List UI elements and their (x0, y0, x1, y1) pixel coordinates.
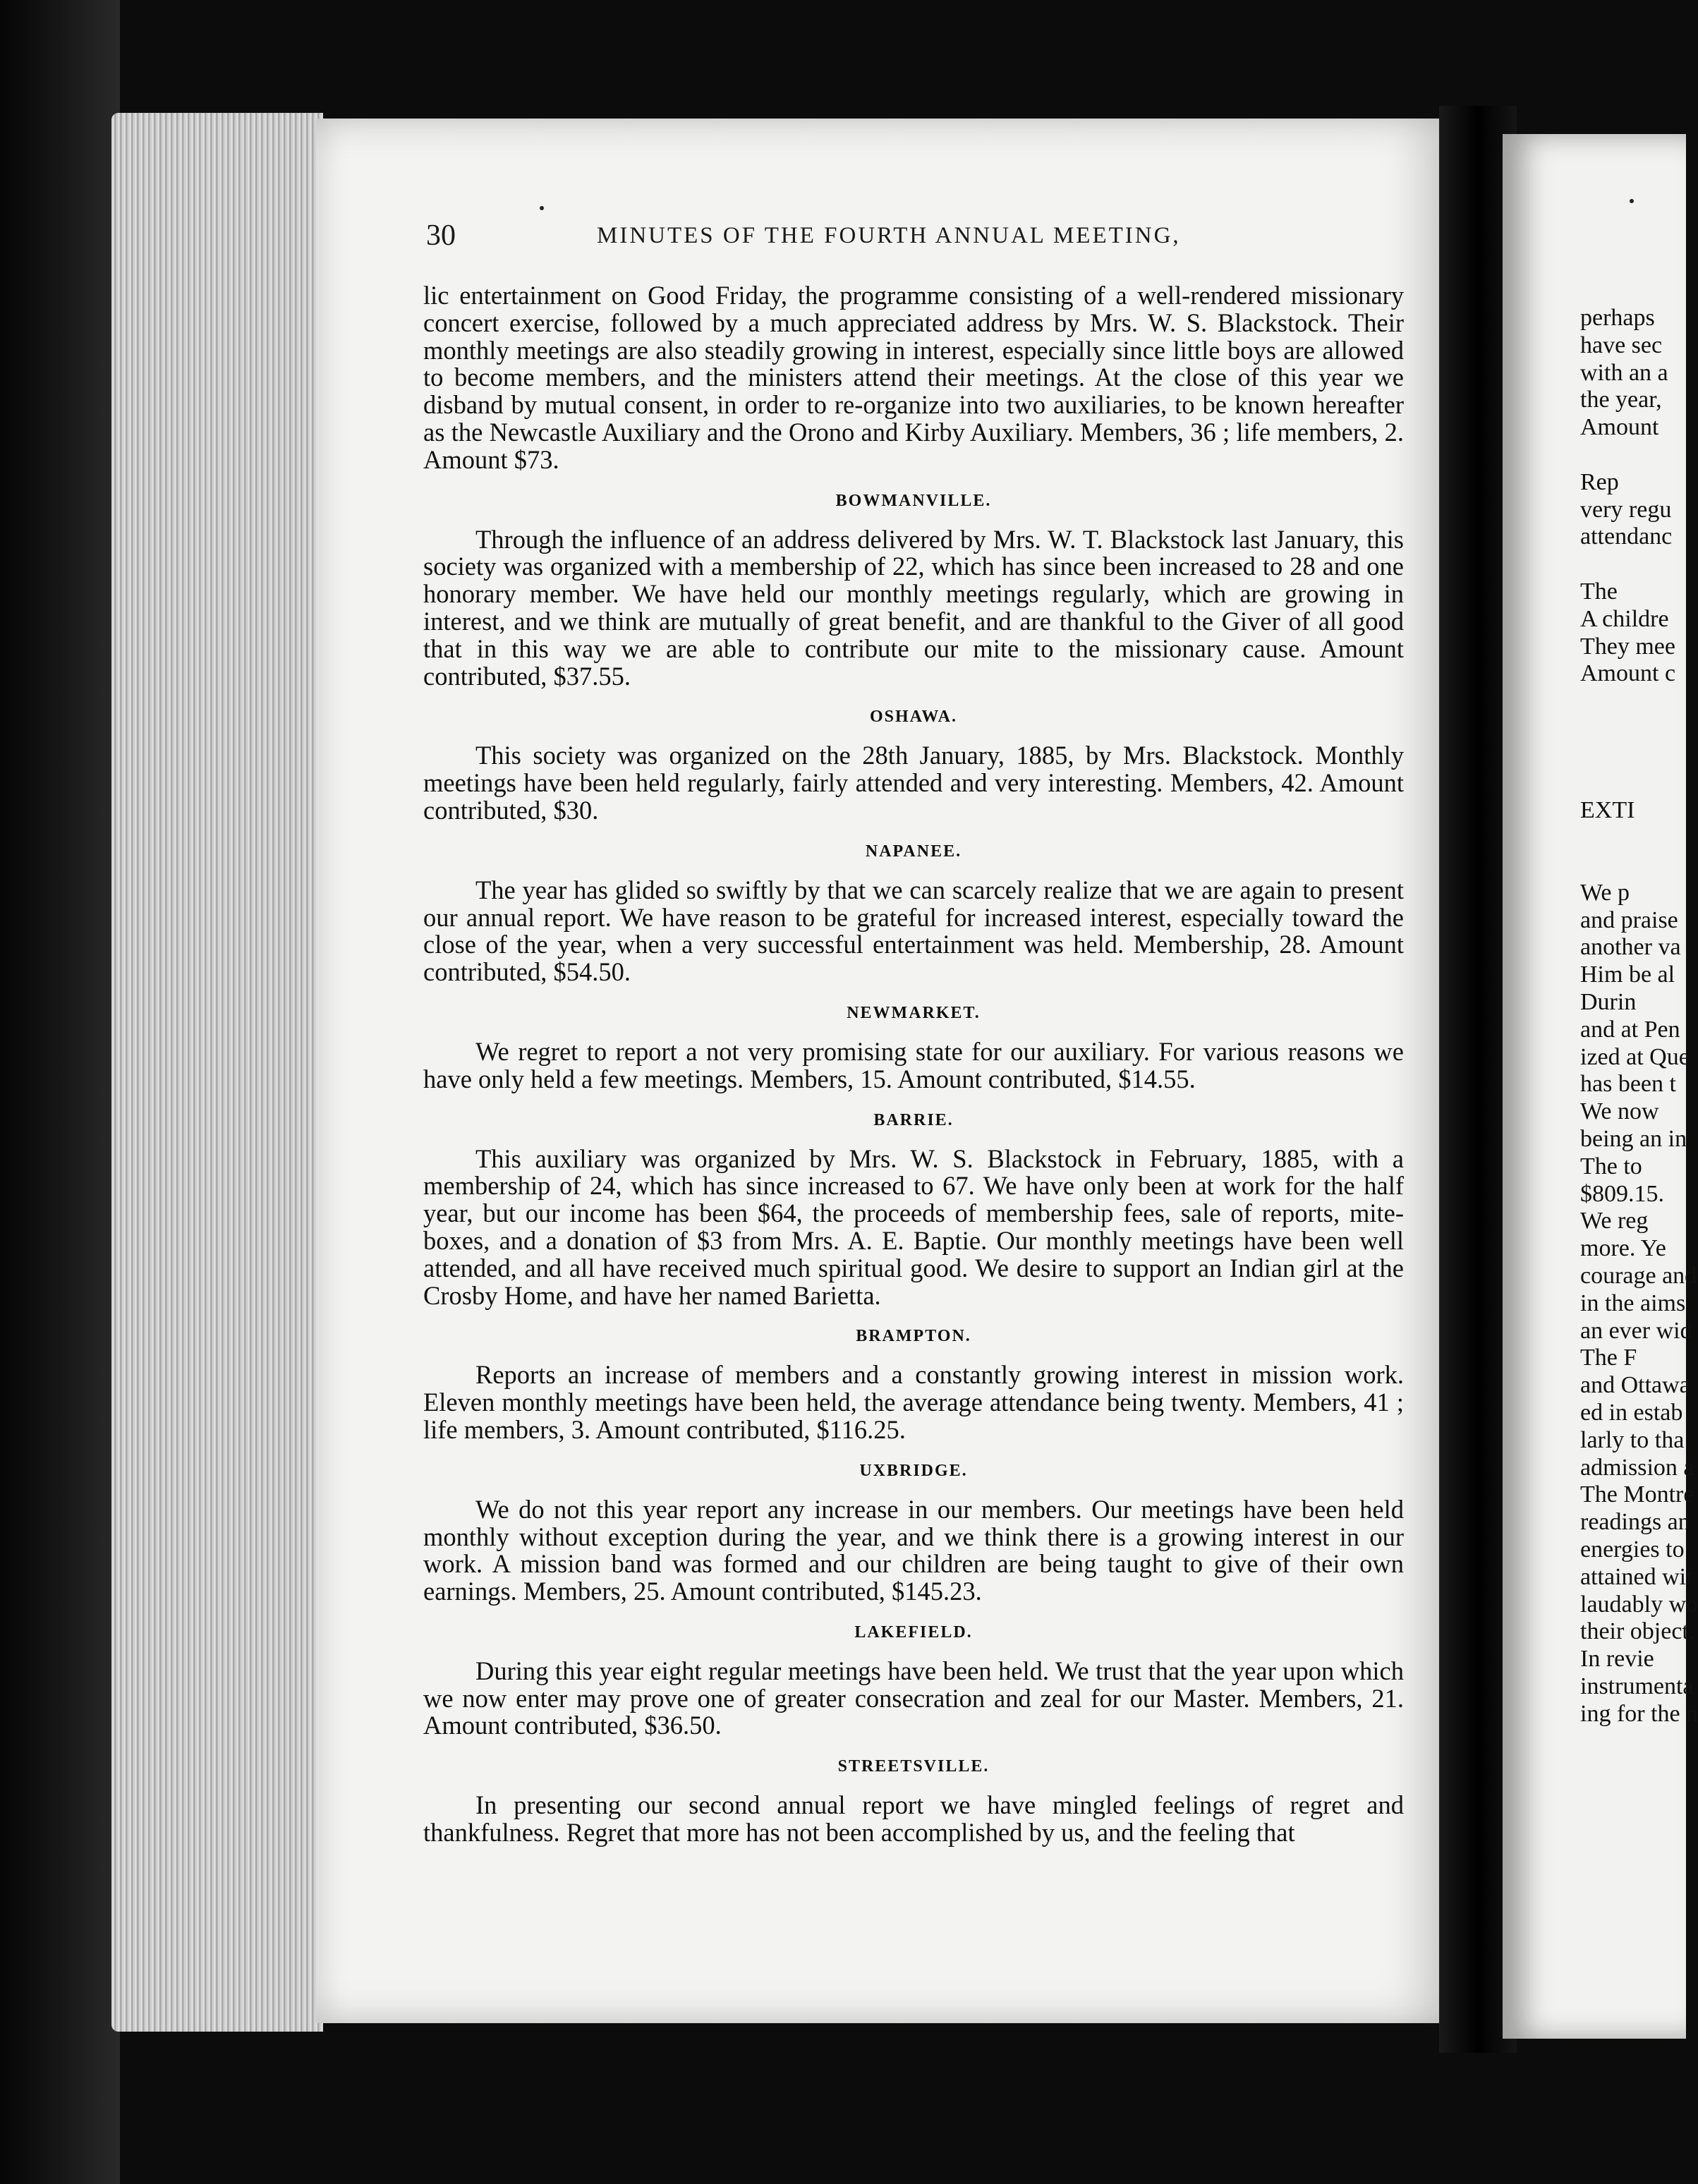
right-page-line: an ever wid (1580, 1317, 1692, 1344)
right-page-line: instrumenta (1580, 1673, 1694, 1699)
section-heading-oshawa: OSHAWA. (869, 708, 958, 727)
right-page-line: being an in (1580, 1126, 1687, 1152)
right-page-line: We reg (1580, 1208, 1649, 1234)
right-page-line: courage and (1580, 1263, 1697, 1289)
right-page-line: Durin (1580, 989, 1637, 1015)
right-page-line: perhaps (1580, 305, 1655, 331)
right-page-line: readings an (1580, 1509, 1690, 1536)
right-page-line: have sec (1580, 332, 1663, 358)
section-heading-bowmanville: BOWMANVILLE. (835, 491, 992, 510)
right-page-line: ized at Que (1580, 1043, 1690, 1070)
ink-speck (540, 206, 544, 210)
section-heading-napanee: NAPANEE. (865, 842, 962, 861)
section-heading-uxbridge: UXBRIDGE. (859, 1461, 968, 1480)
right-page-line: ed in estab (1580, 1400, 1683, 1426)
right-page-line: energies to (1580, 1536, 1685, 1563)
right-page-line: EXTI (1580, 797, 1635, 824)
section-text-napanee: The year has glided so swiftly by that we can scarcely realize that we are again to present our annual report. We have reason to be grateful for increased interest, especially toward the close of the year, when a very successful entertainment was held. Membership, 28. Amount contributed, $54.50. (423, 875, 1404, 987)
right-page-line: another va (1580, 934, 1681, 961)
right-page-line: The Montre (1580, 1481, 1694, 1508)
page-body (423, 282, 1404, 1847)
right-page-line: their object. (1580, 1618, 1695, 1645)
section-text-barrie: This auxiliary was organized by Mrs. W. S. Blackstock in February, 1885, with a membership of 24, which has since increased to 67. We have only been at work for the half year, but our income has been $64, the proceeds of membership fees, sale of reports, mite-boxes, and a donation of $3 from Mrs. A. E. Baptie. Our monthly meetings have been well attended, and all have received much spiritual good. We desire to support an Indian girl at the Crosby Home, and have her named Barietta. (423, 1143, 1404, 1310)
right-page-line: has been t (1580, 1071, 1676, 1098)
right-page-line: We p (1580, 879, 1630, 906)
right-page-line: In revie (1580, 1646, 1654, 1673)
right-page-line: attendanc (1580, 523, 1673, 550)
right-page-line: $809.15. (1580, 1180, 1664, 1207)
book-spine-shadow (0, 0, 120, 2184)
right-page-line: and at Pen (1580, 1016, 1680, 1043)
right-page-line: The F (1580, 1345, 1637, 1371)
right-page-line: They mee (1580, 633, 1675, 660)
right-page-line: admission a (1580, 1454, 1694, 1481)
section-heading-newmarket: NEWMARKET. (847, 1003, 981, 1022)
right-page-line: in the aims (1580, 1290, 1686, 1316)
running-head-title: MINUTES OF THE FOURTH ANNUAL MEETING, (597, 223, 1181, 248)
page-edges (111, 113, 323, 2032)
section-heading-streetsville: STREETSVILLE. (837, 1757, 990, 1776)
ink-speck (1630, 199, 1634, 203)
section-heading-lakefield: LAKEFIELD. (854, 1622, 973, 1642)
right-page-line: very regu (1580, 496, 1672, 523)
right-page-line: with an a (1580, 359, 1668, 386)
section-text-bowmanville: Through the influence of an address delivered by Mrs. W. T. Blackstock last January, this society was organized with a membership of 22, which has since been increased to 28 and one honorary member. We have held our monthly meetings regularly, which are growing in interest, and we think are mutually of great benefit, and are thankful to the Giver of all good that in this way we are able to contribute our mite to the missionary cause. Amount contributed, $37.55. (423, 524, 1404, 691)
section-text-brampton: Reports an increase of members and a constantly growing interest in mission work. Eleven monthly meetings have been held, the average attendance being twenty. Members, 41 ; life members, 3. Amount contributed, $116.25. (423, 1360, 1404, 1444)
right-page-line: Him be al (1580, 961, 1675, 988)
right-page-line: and Ottawa (1580, 1372, 1690, 1399)
section-text-streetsville: In presenting our second annual report we have mingled feelings of regret and thankfulness. Regret that more has not been accomplished by us, and the feeling that (423, 1790, 1404, 1848)
section-text-lakefield: During this year eight regular meetings have been held. We trust that the year upon which we now enter may prove one of greater consecration and zeal for our Master. Members, 21. Amount contributed, $36.50. (423, 1656, 1404, 1740)
right-page-line: We now (1580, 1098, 1659, 1125)
right-page-line: The to (1580, 1153, 1642, 1179)
right-page-line: The (1580, 578, 1618, 605)
section-text-newmarket: We regret to report a not very promising state for our auxiliary. For various reasons we have only held a few meetings. Members, 15. Amount contributed, $14.55. (423, 1036, 1404, 1093)
right-page-line: A childre (1580, 605, 1669, 632)
section-text-uxbridge: We do not this year report any increase in our members. Our meetings have been held monthly without exception during the year, and we think there is a growing interest in our work. A mission band was formed and our children are being taught to give of their own earnings. Members, 25. Amount contributed, $145.23. (423, 1494, 1404, 1606)
right-page-line: ing for the n (1580, 1700, 1698, 1727)
right-page-line: more. Ye (1580, 1235, 1666, 1262)
continuation-paragraph: lic entertainment on Good Friday, the programme consisting of a well-rendered missionary concert exercise, followed by a much appreciated address by Mrs. W. S. Blackstock. Their monthly meetings are also steadily growing in interest, especially since little boys are allowed to become members, and the ministers attend their meetings. At the close of this year we disband by mutual consent, in order to re-organize into two auxiliaries, to be known hereafter as the Newcastle Auxiliary and the Orono and Kirby Auxiliary. Members, 36 ; life members, 2. Amount $73. (423, 281, 1404, 474)
right-page-line: larly to tha (1580, 1426, 1685, 1453)
section-heading-brampton: BRAMPTON. (856, 1327, 971, 1346)
right-page-line: Amount c (1580, 660, 1676, 687)
right-page-line: Rep (1580, 468, 1619, 495)
right-page-line: attained wit (1580, 1563, 1693, 1590)
right-page-line: laudably wo (1580, 1591, 1698, 1618)
right-page-line: Amount (1580, 414, 1659, 441)
section-text-oshawa: This society was organized on the 28th January, 1885, by Mrs. Blackstock. Monthly meetings have been held regularly, fairly attended and very interesting. Members, 42. Amount contributed, $30. (423, 741, 1404, 825)
right-page-line: the year, (1580, 387, 1662, 413)
section-heading-barrie: BARRIE. (873, 1110, 954, 1129)
page-number: 30 (426, 219, 456, 252)
right-page-line: and praise (1580, 906, 1678, 933)
